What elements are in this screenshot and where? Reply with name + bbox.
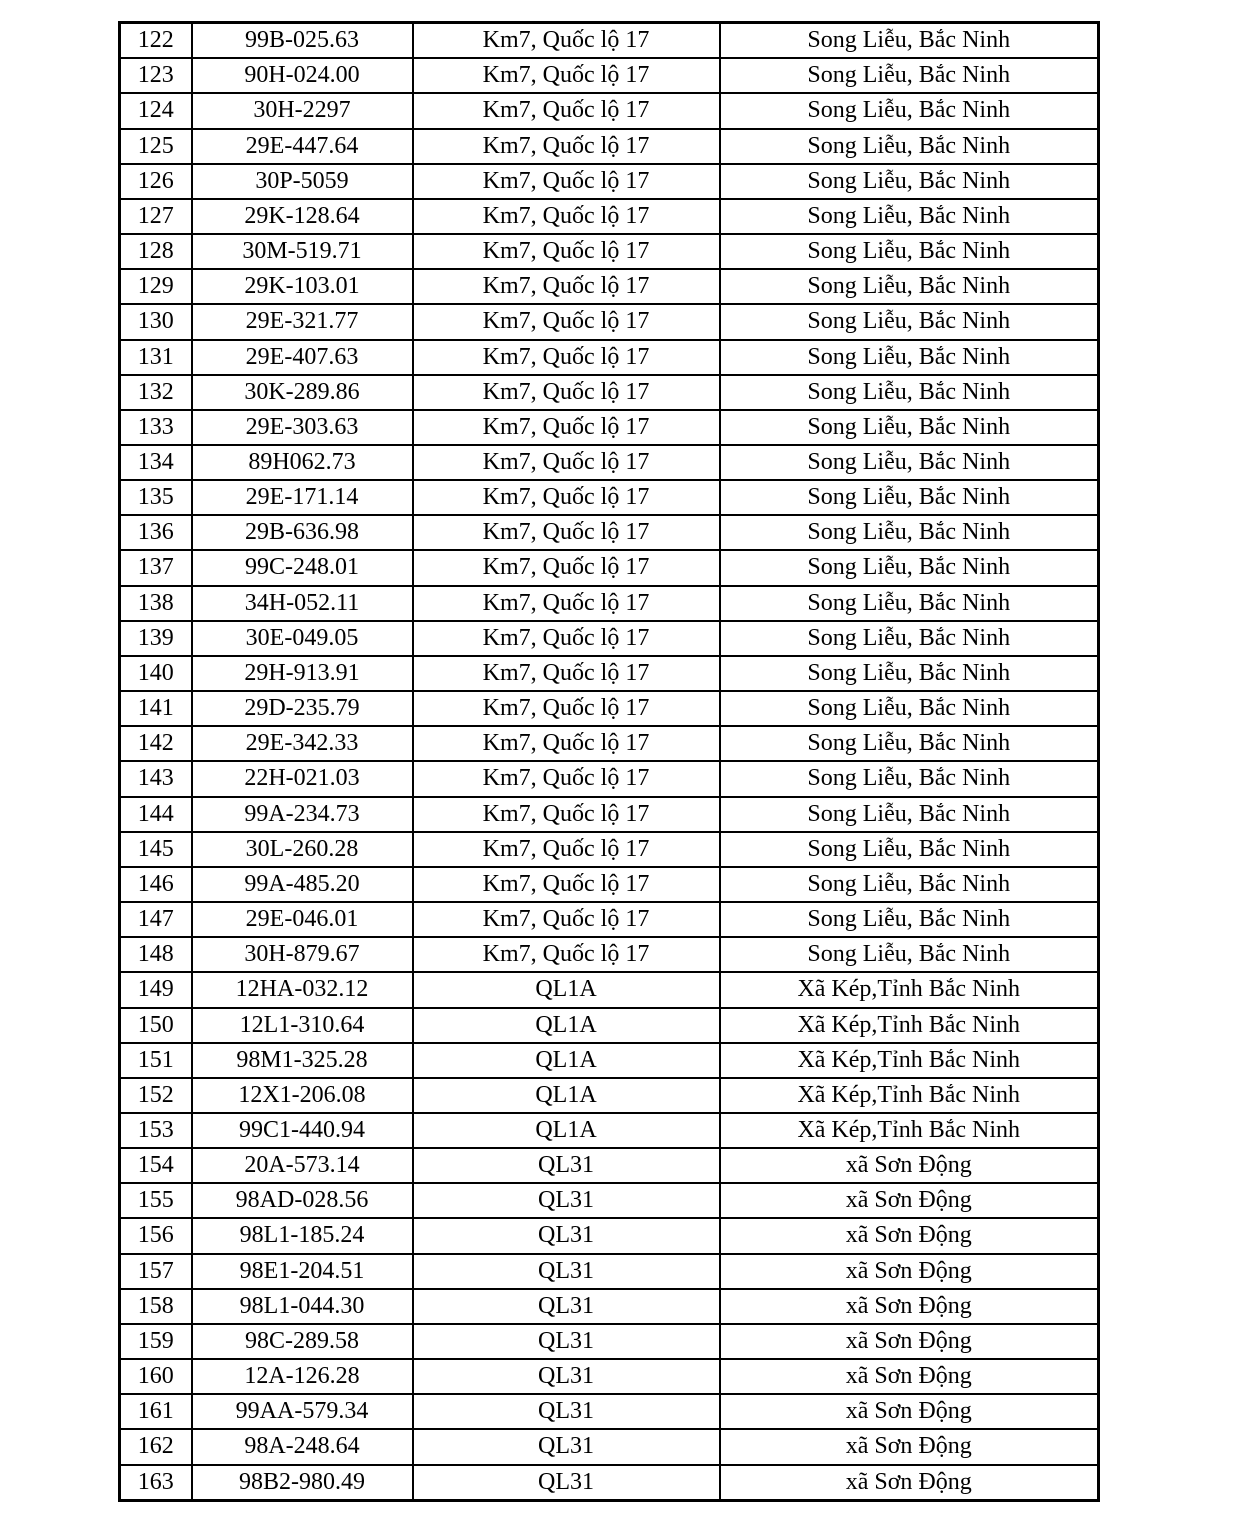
- route-cell: Km7, Quốc lộ 17: [413, 93, 720, 128]
- table-row: [120, 515, 1099, 550]
- location-cell: Song Liễu, Bắc Ninh: [720, 199, 1099, 234]
- row-number-cell: 130: [120, 304, 192, 339]
- license-plate-cell: 12X1-206.08: [192, 1078, 413, 1113]
- route-cell: Km7, Quốc lộ 17: [413, 586, 720, 621]
- table-row: [120, 23, 1099, 59]
- row-number-cell: 156: [120, 1218, 192, 1253]
- route-cell: Km7, Quốc lộ 17: [413, 304, 720, 339]
- license-plate-cell: 29E-046.01: [192, 902, 413, 937]
- location-cell: Xã Kép,Tỉnh Bắc Ninh: [720, 1113, 1099, 1148]
- row-number-cell: 124: [120, 93, 192, 128]
- table-row: [120, 1289, 1099, 1324]
- location-cell: Song Liễu, Bắc Ninh: [720, 269, 1099, 304]
- location-cell: Xã Kép,Tỉnh Bắc Ninh: [720, 972, 1099, 1007]
- table-row: [120, 867, 1099, 902]
- route-cell: Km7, Quốc lộ 17: [413, 410, 720, 445]
- row-number-cell: 126: [120, 164, 192, 199]
- route-cell: QL1A: [413, 1113, 720, 1148]
- location-cell: Song Liễu, Bắc Ninh: [720, 410, 1099, 445]
- route-cell: QL31: [413, 1465, 720, 1501]
- row-number-cell: 161: [120, 1394, 192, 1429]
- location-cell: Song Liễu, Bắc Ninh: [720, 726, 1099, 761]
- row-number-cell: 155: [120, 1183, 192, 1218]
- route-cell: QL1A: [413, 972, 720, 1007]
- table-row: [120, 586, 1099, 621]
- table-row: [120, 1324, 1099, 1359]
- license-plate-cell: 30K-289.86: [192, 375, 413, 410]
- table-row: [120, 58, 1099, 93]
- row-number-cell: 129: [120, 269, 192, 304]
- table-row: [120, 1008, 1099, 1043]
- location-cell: Song Liễu, Bắc Ninh: [720, 480, 1099, 515]
- row-number-cell: 123: [120, 58, 192, 93]
- table-row: [120, 269, 1099, 304]
- row-number-cell: 162: [120, 1429, 192, 1464]
- row-number-cell: 133: [120, 410, 192, 445]
- route-cell: QL31: [413, 1183, 720, 1218]
- row-number-cell: 142: [120, 726, 192, 761]
- route-cell: QL1A: [413, 1043, 720, 1078]
- license-plate-cell: 99B-025.63: [192, 23, 413, 59]
- route-cell: QL31: [413, 1254, 720, 1289]
- row-number-cell: 151: [120, 1043, 192, 1078]
- location-cell: Song Liễu, Bắc Ninh: [720, 832, 1099, 867]
- route-cell: Km7, Quốc lộ 17: [413, 480, 720, 515]
- license-plate-cell: 29E-321.77: [192, 304, 413, 339]
- location-cell: Song Liễu, Bắc Ninh: [720, 550, 1099, 585]
- location-cell: Song Liễu, Bắc Ninh: [720, 621, 1099, 656]
- table-row: [120, 164, 1099, 199]
- route-cell: QL31: [413, 1289, 720, 1324]
- license-plate-cell: 98L1-044.30: [192, 1289, 413, 1324]
- license-plate-cell: 99AA-579.34: [192, 1394, 413, 1429]
- route-cell: Km7, Quốc lộ 17: [413, 832, 720, 867]
- license-plate-cell: 29E-447.64: [192, 129, 413, 164]
- route-cell: Km7, Quốc lộ 17: [413, 340, 720, 375]
- row-number-cell: 163: [120, 1465, 192, 1501]
- location-cell: Song Liễu, Bắc Ninh: [720, 586, 1099, 621]
- route-cell: Km7, Quốc lộ 17: [413, 621, 720, 656]
- location-cell: Song Liễu, Bắc Ninh: [720, 656, 1099, 691]
- row-number-cell: 141: [120, 691, 192, 726]
- location-cell: Song Liễu, Bắc Ninh: [720, 375, 1099, 410]
- license-plate-cell: 29E-303.63: [192, 410, 413, 445]
- route-cell: QL31: [413, 1429, 720, 1464]
- table-row: [120, 1429, 1099, 1464]
- route-cell: Km7, Quốc lộ 17: [413, 797, 720, 832]
- table-row: [120, 550, 1099, 585]
- location-cell: Song Liễu, Bắc Ninh: [720, 937, 1099, 972]
- table-row: [120, 621, 1099, 656]
- license-plate-cell: 99C-248.01: [192, 550, 413, 585]
- license-plate-cell: 98B2-980.49: [192, 1465, 413, 1501]
- row-number-cell: 125: [120, 129, 192, 164]
- table-row: [120, 480, 1099, 515]
- route-cell: QL31: [413, 1148, 720, 1183]
- table-row: [120, 1218, 1099, 1253]
- table-row: [120, 1183, 1099, 1218]
- location-cell: xã Sơn Động: [720, 1394, 1099, 1429]
- location-cell: xã Sơn Động: [720, 1289, 1099, 1324]
- row-number-cell: 127: [120, 199, 192, 234]
- location-cell: Song Liễu, Bắc Ninh: [720, 58, 1099, 93]
- table-row: [120, 340, 1099, 375]
- table-row: [120, 972, 1099, 1007]
- row-number-cell: 137: [120, 550, 192, 585]
- license-plate-cell: 30P-5059: [192, 164, 413, 199]
- row-number-cell: 128: [120, 234, 192, 269]
- row-number-cell: 158: [120, 1289, 192, 1324]
- location-cell: xã Sơn Động: [720, 1183, 1099, 1218]
- table-row: [120, 445, 1099, 480]
- table-row: [120, 937, 1099, 972]
- route-cell: QL31: [413, 1394, 720, 1429]
- row-number-cell: 122: [120, 23, 192, 59]
- location-cell: Song Liễu, Bắc Ninh: [720, 234, 1099, 269]
- table-row: [120, 761, 1099, 796]
- table-body: [120, 23, 1099, 1501]
- license-plate-cell: 29E-171.14: [192, 480, 413, 515]
- license-plate-cell: 98E1-204.51: [192, 1254, 413, 1289]
- route-cell: Km7, Quốc lộ 17: [413, 691, 720, 726]
- location-cell: xã Sơn Động: [720, 1148, 1099, 1183]
- location-cell: xã Sơn Động: [720, 1429, 1099, 1464]
- location-cell: xã Sơn Động: [720, 1254, 1099, 1289]
- table-row: [120, 1078, 1099, 1113]
- license-plate-cell: 98AD-028.56: [192, 1183, 413, 1218]
- row-number-cell: 152: [120, 1078, 192, 1113]
- route-cell: QL1A: [413, 1008, 720, 1043]
- location-cell: Song Liễu, Bắc Ninh: [720, 23, 1099, 59]
- table-row: [120, 797, 1099, 832]
- route-cell: Km7, Quốc lộ 17: [413, 23, 720, 59]
- location-cell: xã Sơn Động: [720, 1324, 1099, 1359]
- license-plate-cell: 89H062.73: [192, 445, 413, 480]
- row-number-cell: 135: [120, 480, 192, 515]
- license-plate-cell: 22H-021.03: [192, 761, 413, 796]
- location-cell: Song Liễu, Bắc Ninh: [720, 164, 1099, 199]
- table-row: [120, 1465, 1099, 1501]
- location-cell: Song Liễu, Bắc Ninh: [720, 902, 1099, 937]
- route-cell: QL31: [413, 1324, 720, 1359]
- route-cell: QL31: [413, 1218, 720, 1253]
- license-plate-cell: 30H-879.67: [192, 937, 413, 972]
- license-plate-cell: 99A-485.20: [192, 867, 413, 902]
- row-number-cell: 131: [120, 340, 192, 375]
- row-number-cell: 150: [120, 1008, 192, 1043]
- row-number-cell: 149: [120, 972, 192, 1007]
- license-plate-cell: 12A-126.28: [192, 1359, 413, 1394]
- route-cell: Km7, Quốc lộ 17: [413, 726, 720, 761]
- vehicle-table: [118, 21, 1100, 1502]
- table-row: [120, 832, 1099, 867]
- table-row: [120, 1359, 1099, 1394]
- route-cell: Km7, Quốc lộ 17: [413, 199, 720, 234]
- location-cell: xã Sơn Động: [720, 1359, 1099, 1394]
- license-plate-cell: 12L1-310.64: [192, 1008, 413, 1043]
- row-number-cell: 160: [120, 1359, 192, 1394]
- location-cell: Song Liễu, Bắc Ninh: [720, 304, 1099, 339]
- location-cell: xã Sơn Động: [720, 1218, 1099, 1253]
- license-plate-cell: 29E-407.63: [192, 340, 413, 375]
- license-plate-cell: 99C1-440.94: [192, 1113, 413, 1148]
- license-plate-cell: 98C-289.58: [192, 1324, 413, 1359]
- route-cell: Km7, Quốc lộ 17: [413, 234, 720, 269]
- location-cell: Song Liễu, Bắc Ninh: [720, 515, 1099, 550]
- license-plate-cell: 29D-235.79: [192, 691, 413, 726]
- location-cell: Song Liễu, Bắc Ninh: [720, 340, 1099, 375]
- route-cell: Km7, Quốc lộ 17: [413, 164, 720, 199]
- row-number-cell: 138: [120, 586, 192, 621]
- license-plate-cell: 20A-573.14: [192, 1148, 413, 1183]
- table-row: [120, 902, 1099, 937]
- location-cell: Xã Kép,Tỉnh Bắc Ninh: [720, 1008, 1099, 1043]
- row-number-cell: 153: [120, 1113, 192, 1148]
- table-row: [120, 234, 1099, 269]
- row-number-cell: 134: [120, 445, 192, 480]
- table-row: [120, 656, 1099, 691]
- table-row: [120, 1394, 1099, 1429]
- location-cell: Song Liễu, Bắc Ninh: [720, 761, 1099, 796]
- location-cell: xã Sơn Động: [720, 1465, 1099, 1501]
- table-row: [120, 375, 1099, 410]
- row-number-cell: 146: [120, 867, 192, 902]
- route-cell: Km7, Quốc lộ 17: [413, 761, 720, 796]
- route-cell: QL31: [413, 1359, 720, 1394]
- table-row: [120, 199, 1099, 234]
- location-cell: Song Liễu, Bắc Ninh: [720, 93, 1099, 128]
- license-plate-cell: 30L-260.28: [192, 832, 413, 867]
- route-cell: Km7, Quốc lộ 17: [413, 656, 720, 691]
- table-row: [120, 1254, 1099, 1289]
- license-plate-cell: 29K-128.64: [192, 199, 413, 234]
- row-number-cell: 132: [120, 375, 192, 410]
- license-plate-cell: 98M1-325.28: [192, 1043, 413, 1078]
- row-number-cell: 147: [120, 902, 192, 937]
- table-row: [120, 1148, 1099, 1183]
- row-number-cell: 159: [120, 1324, 192, 1359]
- table-row: [120, 726, 1099, 761]
- location-cell: Xã Kép,Tỉnh Bắc Ninh: [720, 1043, 1099, 1078]
- table-row: [120, 1043, 1099, 1078]
- table-row: [120, 410, 1099, 445]
- location-cell: Song Liễu, Bắc Ninh: [720, 129, 1099, 164]
- license-plate-cell: 30H-2297: [192, 93, 413, 128]
- table-row: [120, 304, 1099, 339]
- route-cell: Km7, Quốc lộ 17: [413, 269, 720, 304]
- license-plate-cell: 29K-103.01: [192, 269, 413, 304]
- row-number-cell: 154: [120, 1148, 192, 1183]
- route-cell: Km7, Quốc lộ 17: [413, 550, 720, 585]
- route-cell: Km7, Quốc lộ 17: [413, 867, 720, 902]
- license-plate-cell: 29H-913.91: [192, 656, 413, 691]
- row-number-cell: 145: [120, 832, 192, 867]
- license-plate-cell: 90H-024.00: [192, 58, 413, 93]
- row-number-cell: 148: [120, 937, 192, 972]
- license-plate-cell: 12HA-032.12: [192, 972, 413, 1007]
- route-cell: Km7, Quốc lộ 17: [413, 58, 720, 93]
- location-cell: Song Liễu, Bắc Ninh: [720, 691, 1099, 726]
- route-cell: Km7, Quốc lộ 17: [413, 937, 720, 972]
- row-number-cell: 140: [120, 656, 192, 691]
- table-row: [120, 129, 1099, 164]
- route-cell: Km7, Quốc lộ 17: [413, 129, 720, 164]
- row-number-cell: 143: [120, 761, 192, 796]
- row-number-cell: 144: [120, 797, 192, 832]
- route-cell: QL1A: [413, 1078, 720, 1113]
- table-row: [120, 93, 1099, 128]
- route-cell: Km7, Quốc lộ 17: [413, 445, 720, 480]
- license-plate-cell: 98L1-185.24: [192, 1218, 413, 1253]
- row-number-cell: 136: [120, 515, 192, 550]
- location-cell: Xã Kép,Tỉnh Bắc Ninh: [720, 1078, 1099, 1113]
- license-plate-cell: 34H-052.11: [192, 586, 413, 621]
- license-plate-cell: 98A-248.64: [192, 1429, 413, 1464]
- license-plate-cell: 99A-234.73: [192, 797, 413, 832]
- license-plate-cell: 30M-519.71: [192, 234, 413, 269]
- license-plate-cell: 29E-342.33: [192, 726, 413, 761]
- row-number-cell: 157: [120, 1254, 192, 1289]
- route-cell: Km7, Quốc lộ 17: [413, 902, 720, 937]
- route-cell: Km7, Quốc lộ 17: [413, 375, 720, 410]
- table-row: [120, 1113, 1099, 1148]
- route-cell: Km7, Quốc lộ 17: [413, 515, 720, 550]
- table-row: [120, 691, 1099, 726]
- license-plate-cell: 29B-636.98: [192, 515, 413, 550]
- license-plate-cell: 30E-049.05: [192, 621, 413, 656]
- location-cell: Song Liễu, Bắc Ninh: [720, 797, 1099, 832]
- location-cell: Song Liễu, Bắc Ninh: [720, 445, 1099, 480]
- row-number-cell: 139: [120, 621, 192, 656]
- location-cell: Song Liễu, Bắc Ninh: [720, 867, 1099, 902]
